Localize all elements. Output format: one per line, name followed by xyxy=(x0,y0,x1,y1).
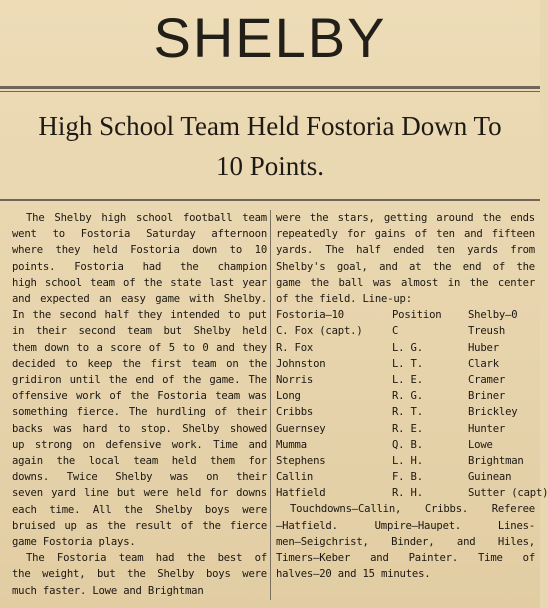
lineup-fostoria-cell: Cribbs xyxy=(276,406,314,419)
article-text-line: backs was hard to stop. Shelby showed xyxy=(12,422,267,435)
article-text-line: In the second half they intended to put xyxy=(12,309,267,322)
masthead: SHELBY xyxy=(153,6,387,69)
lineup-shelby-cell: Sutter (capt) xyxy=(468,487,548,500)
lineup-position-cell: L. G. xyxy=(392,341,423,354)
lineup-fostoria-cell: Norris xyxy=(276,373,314,386)
article-text-line: something fierce. The hurdling of their xyxy=(12,406,267,419)
lineup-fostoria-cell: Long xyxy=(276,390,301,403)
article-text-line: yards. The half ended ten yards from xyxy=(276,244,535,257)
article-text-line: offensive work of the Fostoria team was xyxy=(12,390,267,403)
lineup-position-cell: L. H. xyxy=(392,454,423,467)
headline-line-1: High School Team Held Fostoria Down To xyxy=(38,111,502,141)
article-text-line: in their second team but Shelby held xyxy=(12,325,267,338)
lineup-row xyxy=(276,421,535,437)
article-text-line: much faster. Lowe and Brightman xyxy=(12,584,204,597)
lineup-row xyxy=(276,404,535,420)
masthead-rule xyxy=(0,86,540,89)
lineup-shelby-cell: Treush xyxy=(468,325,506,338)
article-text-right-top xyxy=(276,210,535,307)
article-text-line: game the ball was almost in the center xyxy=(276,276,535,289)
lineup-position-cell: Position xyxy=(392,309,442,322)
article-text-line: high school team of the state last year xyxy=(12,276,267,289)
lineup-row xyxy=(276,437,535,453)
lineup-fostoria-cell: Mumma xyxy=(276,438,307,451)
lineup-fostoria-cell: Hatfield xyxy=(276,487,326,500)
article-text-line: seven yard line but were held for downs xyxy=(12,487,267,500)
article-text-line: each time. All the Shelby boys were xyxy=(12,503,267,516)
lineup-row xyxy=(276,356,535,372)
lineup-shelby-cell: Brickley xyxy=(468,406,518,419)
masthead-rule-thin xyxy=(0,91,540,92)
article-text-line: and expected an easy game with Shelby. xyxy=(12,293,267,306)
article-text-line: downs. Twice Shelby was on their xyxy=(12,471,267,484)
article-text-line: men—Seigchrist, Binder, and Hiles, xyxy=(276,535,535,548)
article-text-right-bottom xyxy=(276,501,535,582)
article-text-line: game Fostoria plays. xyxy=(12,536,136,549)
lineup-shelby-cell: Hunter xyxy=(468,422,506,435)
lineup-position-cell: C xyxy=(392,325,399,338)
article-text-line: Shelby's goal, and at the end of the xyxy=(276,260,535,273)
article-text-line: where they held Fostoria down to 10 xyxy=(12,244,267,257)
column-divider xyxy=(270,210,271,600)
article-text-line: halves—20 and 15 minutes. xyxy=(276,568,431,581)
article-text-line: Touchdowns—Callin, Cribbs. Referee xyxy=(290,503,535,516)
article-text-line: the weight, but the Shelby boys were xyxy=(12,568,267,581)
lineup-row xyxy=(276,340,535,356)
lineup-shelby-cell: Brightman xyxy=(468,454,524,467)
article-text-line: again the local team held them for xyxy=(12,455,267,468)
article-text-line: The Fostoria team had the best of xyxy=(26,552,267,565)
lineup-fostoria-cell: Callin xyxy=(276,471,314,484)
lineup-shelby-cell: Huber xyxy=(468,341,499,354)
lineup-position-cell: R. T. xyxy=(392,406,423,419)
lineup-shelby-cell: Guinean xyxy=(468,471,512,484)
lineup-fostoria-cell: Stephens xyxy=(276,454,326,467)
lineup-position-cell: R. H. xyxy=(392,487,423,500)
lineup-position-cell: R. E. xyxy=(392,422,423,435)
article-text-line: gridiron until the end of the game. The xyxy=(12,374,267,387)
article-text-line: up strong on defensive work. Time and xyxy=(12,438,267,451)
article-text-line: were the stars, getting around the ends xyxy=(276,212,535,224)
lineup-fostoria-cell: Guernsey xyxy=(276,422,326,435)
article-text-line: points. Fostoria had the champion xyxy=(12,260,267,273)
lineup-fostoria-cell: Fostoria—10 xyxy=(276,309,344,322)
article-text-line: Timers—Keber and Painter. Time of xyxy=(276,552,535,565)
lineup-fostoria-cell: R. Fox xyxy=(276,341,314,354)
lineup-row xyxy=(276,323,535,339)
lineup-shelby-cell: Cramer xyxy=(468,373,506,386)
lineup-header xyxy=(276,307,535,323)
article-text-line: decided to keep the first team on the xyxy=(12,357,267,370)
article-column-left xyxy=(12,210,267,599)
lineup-shelby-cell: Clark xyxy=(468,357,499,370)
lineup-position-cell: F. B. xyxy=(392,471,423,484)
lineup-row xyxy=(276,469,535,485)
article-text-line: bruised up as the result of the fierce xyxy=(12,519,267,532)
article-text-line: The Shelby high school football team xyxy=(26,212,267,224)
article-text-line: went to Fostoria Saturday afternoon xyxy=(12,228,267,241)
headline-line-2: 10 Points. xyxy=(215,151,325,181)
lineup-shelby-cell: Lowe xyxy=(468,438,493,451)
lineup-fostoria-cell: C. Fox (capt.) xyxy=(276,325,363,338)
lineup-row xyxy=(276,388,535,404)
lineup-row xyxy=(276,453,535,469)
lineup-fostoria-cell: Johnston xyxy=(276,357,326,370)
headline xyxy=(0,106,540,186)
lineup-shelby-cell: Briner xyxy=(468,390,506,403)
headline-rule xyxy=(0,199,540,201)
lineup-position-cell: Q. B. xyxy=(392,438,423,451)
lineup-table xyxy=(276,307,548,501)
lineup-shelby-cell: Shelby—0 xyxy=(468,309,518,322)
article-text-line: —Hatfield. Umpire—Haupet. Lines- xyxy=(276,519,535,532)
article-text-line: them down to a score of 5 to 0 and they xyxy=(12,341,267,354)
lineup-row xyxy=(276,372,535,388)
lineup-position-cell: R. G. xyxy=(392,390,423,403)
lineup-position-cell: L. E. xyxy=(392,373,423,386)
lineup-row xyxy=(276,485,548,501)
article-text-line: of the field. Line-up: xyxy=(276,293,412,306)
article-column-right xyxy=(276,210,548,582)
article-text-line: repeatedly for gains of ten and fifteen xyxy=(276,228,535,241)
lineup-position-cell: L. T. xyxy=(392,357,423,370)
